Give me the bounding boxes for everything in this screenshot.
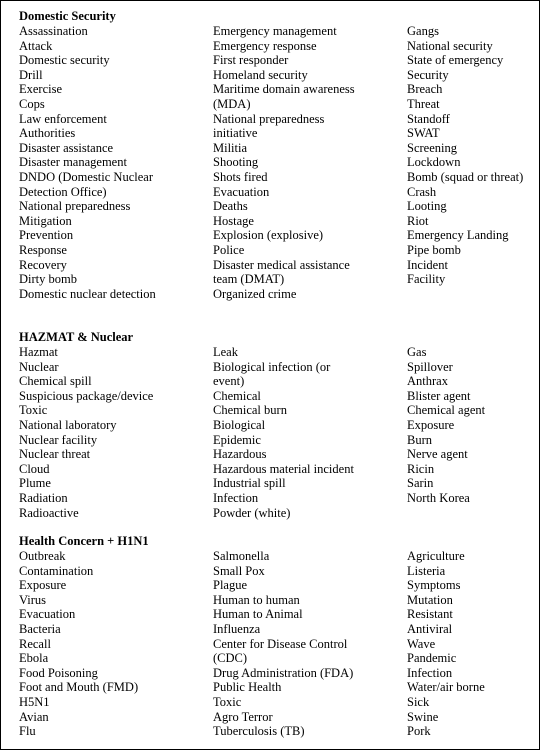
keyword-term: Biological infection (or [213, 359, 331, 374]
keyword-term: Emergency management [213, 24, 337, 38]
keyword-term: DNDO (Domestic Nuclear [19, 169, 153, 184]
term-column-1 [19, 549, 138, 739]
keyword-term: Suspicious package/device [19, 388, 154, 403]
keyword-term: Blister agent [407, 388, 471, 403]
keyword-term: (MDA) [213, 96, 251, 111]
keyword-term: Domestic nuclear detection [19, 286, 156, 301]
keyword-term: Drug Administration (FDA) [213, 665, 354, 680]
term-column-2 [213, 24, 355, 301]
keyword-term: Recall [19, 636, 51, 651]
keyword-term: Human to Animal [213, 607, 303, 622]
keyword-term: Agriculture [407, 549, 465, 563]
keyword-term: Shots fired [213, 169, 268, 184]
keyword-term: North Korea [407, 490, 470, 505]
keyword-term: Hazmat [19, 345, 58, 359]
keyword-term: Assassination [19, 24, 88, 38]
term-column-3 [407, 549, 485, 739]
keyword-term: Prevention [19, 228, 74, 243]
keyword-term: Toxic [19, 403, 48, 418]
keyword-term: Powder (white) [213, 505, 291, 520]
keyword-term: State of emergency [407, 53, 504, 68]
keyword-term: Maritime domain awareness [213, 82, 355, 97]
keyword-term: Pork [407, 724, 431, 739]
keyword-term: Deaths [213, 199, 248, 214]
keyword-term: Shooting [213, 155, 259, 170]
keyword-term: Standoff [407, 111, 450, 126]
keyword-term: Domestic security [19, 53, 110, 68]
keyword-term: Pandemic [407, 651, 457, 666]
keyword-term: Mutation [407, 592, 453, 607]
keyword-term: Influenza [213, 621, 261, 636]
keyword-term: Ricin [407, 461, 435, 476]
keyword-term: Agro Terror [213, 709, 273, 724]
keyword-term: Gas [407, 345, 427, 359]
keyword-term: Threat [407, 96, 440, 111]
keyword-term: Radioactive [19, 505, 79, 520]
term-column-1 [19, 24, 156, 301]
keyword-term: Sick [407, 694, 430, 709]
keyword-term: Nuclear threat [19, 447, 91, 462]
keyword-term: Response [19, 242, 67, 257]
keyword-term: Evacuation [213, 184, 270, 199]
keyword-term: Burn [407, 432, 432, 447]
keyword-term: Exposure [407, 417, 455, 432]
keyword-term: Human to human [213, 592, 300, 607]
keyword-term: Militia [213, 140, 248, 155]
keyword-term: Radiation [19, 490, 68, 505]
keyword-term: Chemical agent [407, 403, 486, 418]
keyword-term: Nerve agent [407, 447, 468, 462]
keyword-term: Dirty bomb [19, 272, 77, 287]
keyword-term: Industrial spill [213, 476, 286, 491]
term-column-3 [407, 345, 485, 506]
keyword-term: Law enforcement [19, 111, 107, 126]
keyword-term: Authorities [19, 126, 76, 141]
keyword-term: Looting [407, 199, 447, 214]
keyword-term: Food Poisoning [19, 665, 98, 680]
keyword-term: Outbreak [19, 549, 66, 563]
keyword-term: Security [407, 67, 449, 82]
keyword-term: Detection Office) [19, 184, 107, 199]
keyword-term: Gangs [407, 24, 439, 38]
keyword-term: Disaster medical assistance [213, 257, 350, 272]
keyword-term: National laboratory [19, 417, 117, 432]
keyword-term: Symptoms [407, 578, 461, 593]
keyword-term: event) [213, 374, 245, 389]
keyword-term: Crash [407, 184, 437, 199]
keyword-term: Public Health [213, 680, 282, 695]
keyword-term: First responder [213, 53, 289, 68]
keyword-term: Cloud [19, 461, 50, 476]
keyword-term: Riot [407, 213, 429, 228]
keyword-term: Ebola [19, 651, 49, 666]
section-title: Health Concern + H1N1 [19, 534, 149, 548]
keyword-term: Exposure [19, 578, 67, 593]
keyword-term: Toxic [213, 694, 242, 709]
keyword-term: initiative [213, 126, 258, 141]
keyword-term: Small Pox [213, 563, 265, 578]
section-title: HAZMAT & Nuclear [19, 330, 134, 344]
keyword-term: Plume [19, 476, 51, 491]
keyword-term: Hazardous [213, 447, 267, 462]
keyword-term: Chemical spill [19, 374, 92, 389]
keyword-term: National preparedness [213, 111, 325, 126]
keyword-term: Anthrax [407, 374, 448, 389]
keyword-term: Leak [213, 345, 238, 359]
keyword-term: Screening [407, 140, 457, 155]
keyword-term: Tuberculosis (TB) [213, 724, 305, 739]
keyword-term: Disaster assistance [19, 140, 114, 155]
keyword-term: Organized crime [213, 286, 297, 301]
keyword-term: Sarin [407, 476, 434, 491]
keyword-term: Nuclear [19, 359, 59, 374]
keyword-term: Exercise [19, 82, 63, 97]
keyword-term: Emergency response [213, 38, 317, 53]
keyword-term: Water/air borne [407, 680, 485, 695]
term-column-1 [19, 345, 153, 520]
keyword-term: Facility [407, 272, 446, 287]
keyword-term: (CDC) [213, 651, 248, 666]
keyword-term: Lockdown [407, 155, 461, 170]
keyword-term: Bomb (squad or threat) [407, 169, 524, 184]
keyword-term: Resistant [407, 607, 453, 622]
term-column-3 [407, 24, 523, 287]
keyword-term: Flu [19, 724, 36, 739]
keyword-term: Bacteria [19, 621, 61, 636]
keyword-term: Police [213, 242, 245, 257]
keyword-term: Epidemic [213, 432, 261, 447]
keyword-term: Pipe bomb [407, 242, 461, 257]
keyword-term: Center for Disease Control [213, 636, 348, 651]
keyword-term: Attack [19, 38, 53, 53]
keyword-term: Biological [213, 417, 266, 432]
keyword-term: SWAT [407, 126, 440, 141]
keyword-term: Chemical burn [213, 403, 287, 418]
keyword-term: Salmonella [213, 549, 270, 563]
term-column-2 [213, 345, 354, 520]
keyword-term: team (DMAT) [213, 272, 285, 287]
keyword-term: Swine [407, 709, 439, 724]
keyword-term: Infection [407, 665, 453, 680]
keyword-term: Wave [407, 636, 436, 651]
keyword-term: Explosion (explosive) [213, 228, 324, 243]
keyword-term: National preparedness [19, 199, 131, 214]
keyword-term: Evacuation [19, 607, 76, 622]
keyword-term: Recovery [19, 257, 67, 272]
keyword-term: Hazardous material incident [213, 461, 354, 476]
keyword-term: Incident [407, 257, 448, 272]
keyword-term: Antiviral [407, 621, 453, 636]
keyword-term: Virus [19, 592, 47, 607]
section-title: Domestic Security [19, 9, 116, 23]
keyword-term: Breach [407, 82, 443, 97]
keyword-term: Avian [19, 709, 49, 724]
term-column-2 [213, 549, 353, 739]
keyword-term: Listeria [407, 563, 446, 578]
keyword-term: Infection [213, 490, 259, 505]
keyword-term: Disaster management [19, 155, 127, 170]
keyword-term: Hostage [213, 213, 254, 228]
keyword-term: Nuclear facility [19, 432, 98, 447]
keyword-term: Foot and Mouth (FMD) [19, 680, 139, 695]
keyword-term: Emergency Landing [407, 228, 509, 243]
keyword-term: Chemical [213, 388, 261, 403]
keyword-term: Contamination [19, 563, 94, 578]
keyword-term: Cops [19, 96, 45, 111]
keyword-term: H5N1 [19, 694, 50, 709]
keyword-term: Spillover [407, 359, 453, 374]
keyword-term: Mitigation [19, 213, 72, 228]
keyword-term: Drill [19, 67, 43, 82]
keyword-term: Homeland security [213, 67, 308, 82]
keyword-term: National security [407, 38, 493, 53]
keyword-term: Plague [213, 578, 248, 593]
